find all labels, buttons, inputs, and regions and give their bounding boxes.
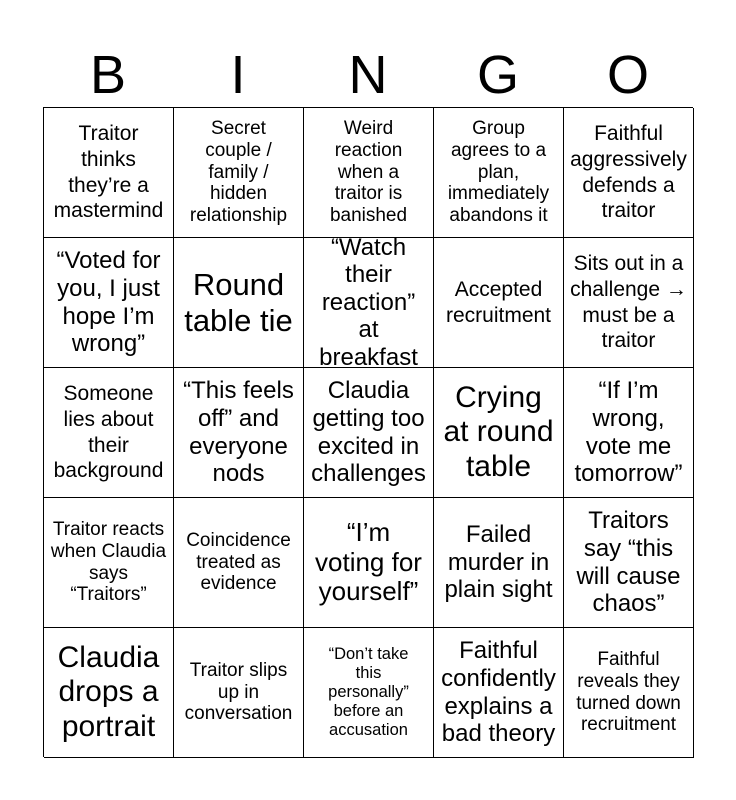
- bingo-cell-r2-c1[interactable]: [44, 238, 174, 368]
- cell-text: “Voted for you, I just hope I’m wrong”: [56, 247, 161, 358]
- bingo-cell-r3-c5[interactable]: [564, 368, 694, 498]
- cell-text: “I’m voting for yourself”: [315, 516, 422, 607]
- cell-text: Coincidence treated as evidence: [186, 529, 291, 595]
- cell-text: Weird reaction when a traitor is banished: [329, 117, 408, 227]
- cell-text: Traitor thinks they’re a mastermind: [53, 122, 164, 223]
- bingo-cell-r2-c5[interactable]: [564, 238, 694, 368]
- cell-text: Claudia getting too excited in challenges: [311, 377, 426, 488]
- cell-text: Traitor reacts when Claudia says “Traitors”: [50, 518, 167, 606]
- bingo-cell-r5-c4[interactable]: [434, 628, 564, 758]
- bingo-cell-r3-c2[interactable]: [174, 368, 304, 498]
- cell-text: “If I’m wrong, vote me tomorrow”: [574, 377, 683, 488]
- cell-text: Crying at round table: [443, 380, 554, 483]
- bingo-cell-r3-c3[interactable]: [304, 368, 434, 498]
- bingo-cell-r1-c5[interactable]: [564, 108, 694, 238]
- bingo-cell-r4-c2[interactable]: [174, 498, 304, 628]
- bingo-cell-r4-c5[interactable]: [564, 498, 694, 628]
- bingo-cell-r2-c4[interactable]: [434, 238, 564, 368]
- cell-text: Round table tie: [184, 266, 293, 338]
- cell-text: “Don’t take this personally” before an accusation: [328, 645, 409, 739]
- cell-text: Traitors say “this will cause chaos”: [576, 507, 681, 618]
- bingo-cell-r1-c1[interactable]: [44, 108, 174, 238]
- header-letter-b: B: [89, 45, 127, 105]
- bingo-cell-r5-c2[interactable]: [174, 628, 304, 758]
- bingo-cell-r1-c4[interactable]: [434, 108, 564, 238]
- cell-text: Faithful confidently explains a bad theory: [441, 637, 556, 748]
- bingo-cell-r1-c2[interactable]: [174, 108, 304, 238]
- bingo-board: [43, 107, 693, 757]
- header-letter-n: N: [348, 45, 388, 105]
- bingo-cell-r5-c1[interactable]: [44, 628, 174, 758]
- bingo-cell-r1-c3[interactable]: [304, 108, 434, 238]
- bingo-cell-r4-c1[interactable]: [44, 498, 174, 628]
- cell-text: Secret couple / family / hidden relationship: [189, 117, 288, 227]
- bingo-cell-r5-c3[interactable]: [304, 628, 434, 758]
- cell-text: Traitor slips up in conversation: [184, 659, 293, 725]
- bingo-cell-r3-c4[interactable]: [434, 368, 564, 498]
- header-letter-o: O: [606, 45, 649, 105]
- cell-text: Accepted recruitment: [445, 277, 552, 327]
- bingo-header: [43, 44, 693, 106]
- header-letter-g: G: [476, 45, 519, 105]
- cell-text: Failed murder in plain sight: [444, 521, 553, 604]
- cell-text: Sits out in a challenge → must be a traitor: [570, 252, 687, 353]
- bingo-cell-r2-c2[interactable]: [174, 238, 304, 368]
- bingo-cell-r4-c3[interactable]: [304, 498, 434, 628]
- bingo-cell-r2-c3[interactable]: [304, 238, 434, 368]
- cell-text: Group agrees to a plan, immediately abandons it: [447, 117, 550, 227]
- cell-text: “Watch their reaction” at breakfast: [319, 238, 418, 368]
- cell-text: Someone lies about their background: [53, 382, 164, 483]
- bingo-cell-r3-c1[interactable]: [44, 368, 174, 498]
- cell-text: Claudia drops a portrait: [57, 640, 160, 743]
- bingo-cell-r4-c4[interactable]: [434, 498, 564, 628]
- cell-text: Faithful reveals they turned down recruitment: [576, 648, 681, 736]
- header-letter-i: I: [230, 45, 246, 105]
- cell-text: “This feels off” and everyone nods: [183, 377, 294, 488]
- bingo-cell-r5-c5[interactable]: [564, 628, 694, 758]
- cell-text: Faithful aggressively defends a traitor: [570, 122, 687, 223]
